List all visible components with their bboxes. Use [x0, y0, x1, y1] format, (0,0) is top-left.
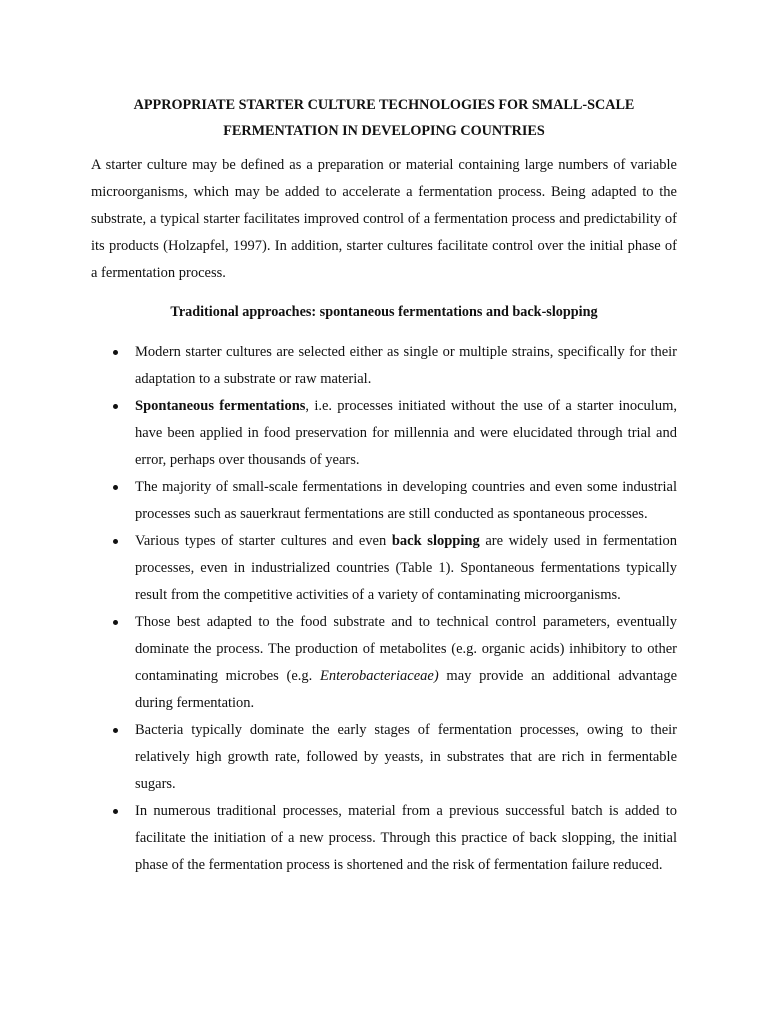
bullet-text-pre: Various types of starter cultures and even — [135, 533, 392, 549]
bullet-text: Modern starter cultures are selected either as single or multiple strains, specifically for their adaptation to a substrate or raw material. — [135, 344, 677, 387]
bullet-bold-term: back slopping — [391, 533, 480, 549]
bullet-text: Bacteria typically dominate the early stages of fermentation processes, owing to their relatively high growth rate, followed by yeasts, in substrates that are rich in fermentable sugars. — [135, 722, 677, 792]
bullet-dot-icon — [113, 809, 118, 814]
bullet-dot-icon — [113, 728, 118, 733]
bullet-item-4 — [91, 528, 677, 609]
bullet-item-5 — [91, 609, 677, 717]
bullet-item-7 — [91, 798, 677, 879]
bullet-text-post: are widely used in fermentation processes, even in industrialized countries (Table 1). Spontaneous fermentations typically result from the competitive activities of a variety of contaminating microorganisms. — [135, 533, 677, 603]
title-line-1: APPROPRIATE STARTER CULTURE TECHNOLOGIES FOR SMALL-SCALE — [133, 97, 635, 113]
bullet-text: In numerous traditional processes, material from a previous successful batch is added to facilitate the initiation of a new process. Through this practice of back slopping, the initial phase of the fermentation process is shortened and the risk of fermentation failure reduced. — [135, 803, 677, 873]
title-line-2: FERMENTATION IN DEVELOPING COUNTRIES — [223, 123, 545, 139]
document-title — [91, 92, 677, 144]
bullet-text: , i.e. processes initiated without the use of a starter inoculum, have been applied in food preservation for millennia and were elucidated through trial and error, perhaps over thousands of years. — [135, 398, 677, 468]
bullet-item-2 — [91, 393, 677, 474]
document-page — [91, 92, 677, 879]
section-subheading: Traditional approaches: spontaneous fermentations and back-slopping — [170, 304, 598, 320]
bullet-item-3 — [91, 474, 677, 528]
bullet-dot-icon — [113, 404, 118, 409]
bullet-list — [91, 339, 677, 879]
bullet-text: The majority of small-scale fermentations in developing countries and even some industrial processes such as sauerkraut fermentations are still conducted as spontaneous processes. — [135, 479, 677, 522]
bullet-dot-icon — [113, 620, 118, 625]
bullet-text-post: may provide an additional advantage during fermentation. — [135, 668, 678, 711]
bullet-text-pre: Those best adapted to the food substrate and to technical control parameters, eventually dominate the process. The production of metabolites (e.g. organic acids) inhibitory to other contaminating microbes (e.g. — [135, 614, 677, 684]
bullet-italic-term: Enterobacteriaceae) — [320, 668, 439, 684]
intro-paragraph: A starter culture may be defined as a preparation or material containing large numbers of variable microorganisms, which may be added to accelerate a fermentation process. Being adapted to the substrate, a typical starter facilitates improved control of a fermentation process and predictability of its products (Holzapfel, 1997). In addition, starter cultures facilitate control over the initial phase of a fermentation process. — [91, 157, 677, 281]
bullet-item-6 — [91, 717, 677, 798]
bullet-item-1 — [91, 339, 677, 393]
bullet-dot-icon — [113, 485, 118, 490]
bullet-dot-icon — [113, 350, 118, 355]
bullet-dot-icon — [113, 539, 118, 544]
bullet-bold-term: Spontaneous fermentations — [135, 398, 306, 414]
